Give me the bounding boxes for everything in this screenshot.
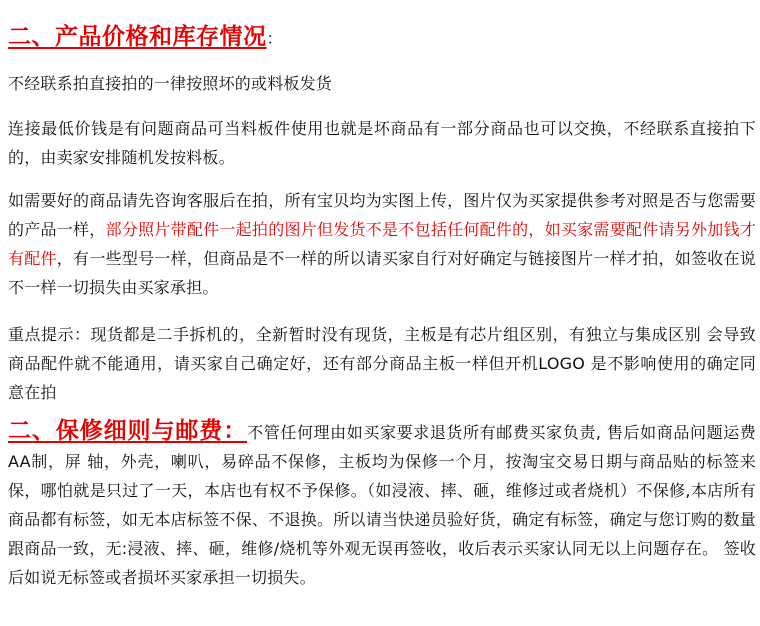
paragraph-consult-service [8,186,756,302]
section2-paragraph [8,417,756,592]
paragraph-direct-purchase: 不经联系拍直接拍的一律按照坏的或料板发货 [8,74,333,93]
paragraph-consult-text-1: 如需要好的商品请先咨询客服后在拍，所有宝贝均为实图上传，图片仅为买家提供参考对照是否与您需要的产品一样， [8,191,756,239]
section2-body: 不管任何理由如买家要求退货所有邮费买家负责, 售后如商品问题运费AA制，屏 轴，外壳，喇叭，易碎品不保修，主板均为保修一个月，按淘宝交易日期与商品贴的标签来保，哪怕就是只过了一天，本店也有权不予保修。（如浸液、摔、砸，维修过或者烧机）不保修,本店所有商品都有标签，如无本店标签不保、不退换。所以请当快递员验好货，确定有标签，确定与您订购的数量跟商品一致，无:浸液、摔、砸，维修/烧机等外观无误再签收，收后表示买家认同无以上问题存在。 签收后如说无标签或者损坏买家承担一切损失。 [8,423,756,587]
section1-heading-colon: ： [266,29,283,48]
paragraph-lowest-price: 连接最低价钱是有问题商品可当料板件使用也就是坏商品有一部分商品也可以交换，不经联系直接拍下的，由卖家安排随机发按料板。 [8,119,756,167]
section1-heading: 二、产品价格和库存情况 [8,24,267,50]
section2-heading: 二、保修细则与邮费： [8,418,248,444]
section1-title [8,18,756,51]
paragraph-key-notice: 重点提示：现货都是二手拆机的，全新暂时没有现货，主板是有芯片组区别，有独立与集成区别 会导致商品配件就不能通用，请买家自己确定好，还有部分商品主板一样但开机LOGO 是不影响使用的确定同意在拍 [8,325,756,402]
accessory-warning: 部分照片带配件一起拍的图片但发货不是不包括任何配件的，如买家需要配件请另外加钱才有配件 [8,220,756,268]
paragraph-consult-text-2: ，有一些型号一样，但商品是不一样的所以请买家自行对好确定与链接图片一样才拍，如签收在说不一样一切损失由买家承担。 [8,249,756,297]
policy-document [8,18,756,592]
